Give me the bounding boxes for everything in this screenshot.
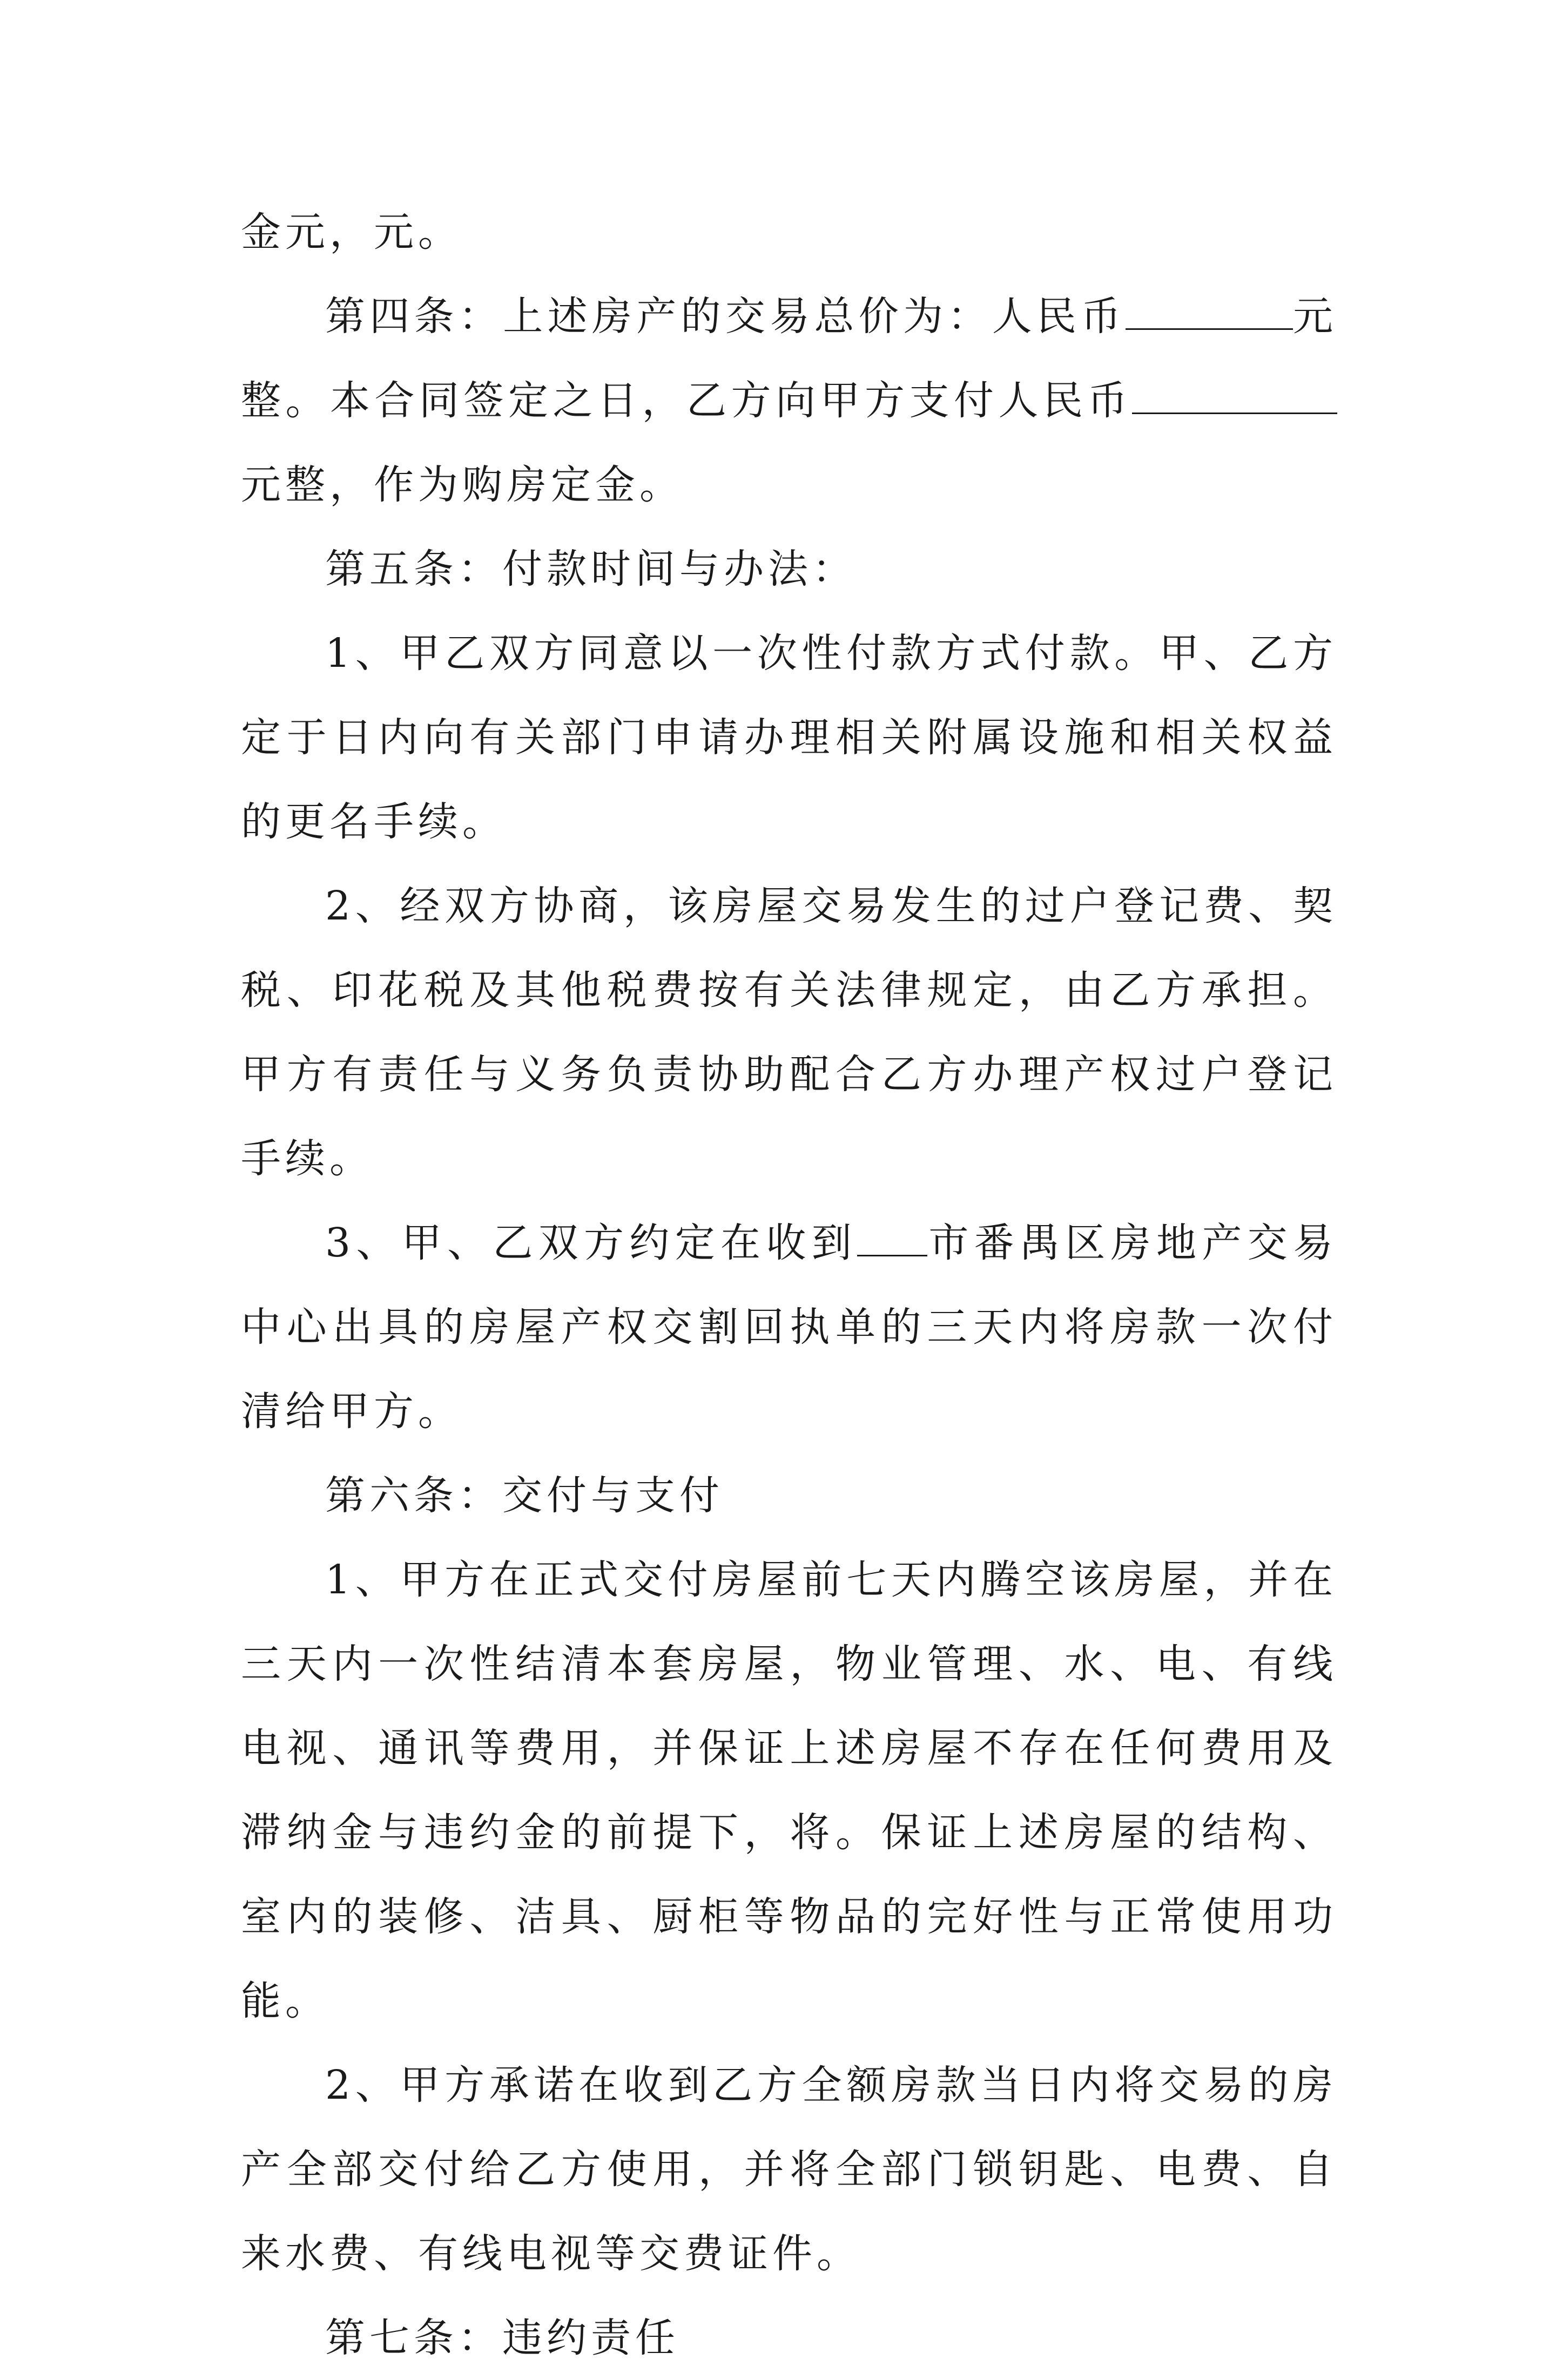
article-4-text-c: 元整，作为购房定金。 [241,462,684,508]
paragraph-article-6-heading: 第六条：交付与支付 [325,1472,724,1519]
deposit-blank [1132,379,1337,414]
article-5-item-3-text-a: 3、甲、乙双方约定在收到 [325,1220,858,1266]
paragraph-article-5-item-1: 1、甲乙双方同意以一次性付款方式付款。甲、乙方定于日内向有关部门申请办理相关附属设施和相关权益的更名手续。 [241,630,1337,845]
paragraph-article-7-heading: 第七条：违约责任 [325,2315,679,2361]
document-body [241,190,1337,2380]
paragraph-article-5-item-2: 2、经双方协商，该房屋交易发生的过户登记费、契税、印花税及其他税费按有关法律规定，由乙方承担。甲方有责任与义务负责协助配合乙方办理产权过户登记手续。 [241,883,1337,1182]
article-4-text-a: 第四条：上述房产的交易总价为：人民币 [325,293,1126,340]
paragraph-article-4 [241,274,1337,527]
paragraph-article-6-item-1: 1、甲方在正式交付房屋前七天内腾空该房屋，并在三天内一次性结清本套房屋，物业管理、水、电、有线电视、通讯等费用，并保证上述房屋不存在任何费用及滞纳金与违约金的前提下，将。保证上述房屋的结构、室内的装修、洁具、厨柜等物品的完好性与正常使用功能。 [241,1557,1337,2024]
paragraph-article-5-heading: 第五条：付款时间与办法： [325,546,857,592]
article-4-text-b: 元整。本合同签定之日，乙方向甲方支付人民币 [241,293,1338,424]
city-blank [857,1221,927,1256]
paragraph-continuation: 金元，元。 [241,209,462,255]
paragraph-article-5-item-3 [241,1201,1337,1453]
article-5-item-3-text-b: 市番禺区房地产交易中心出具的房屋产权交割回执单的三天内将房款一次付清给甲方。 [241,1220,1337,1435]
total-price-blank [1126,295,1293,330]
paragraph-article-6-item-2: 2、甲方承诺在收到乙方全额房款当日内将交易的房产全部交付给乙方使用，并将全部门锁钥匙、电费、自来水费、有线电视等交费证件。 [241,2062,1337,2277]
